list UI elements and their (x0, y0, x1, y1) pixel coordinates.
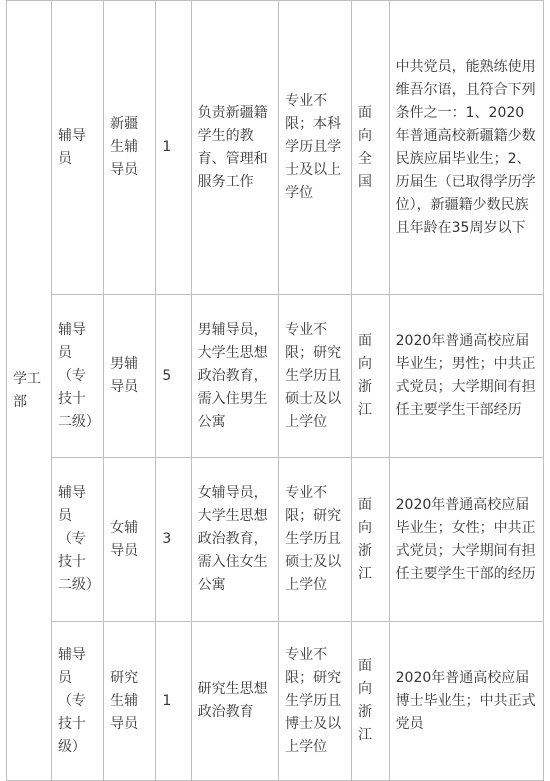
position-cell: 辅导员（专技十级） (51, 622, 103, 781)
post-name-cell: 男辅导员 (104, 295, 156, 458)
duty-cell: 女辅导员，大学生思想政治教育，需入住女生公寓 (191, 458, 278, 622)
post-name-cell: 新疆生辅导员 (104, 1, 156, 295)
scope-cell: 面向全国 (351, 1, 389, 295)
scope-cell: 面向浙江 (351, 458, 389, 622)
table-row (7, 458, 544, 622)
conditions-cell: 2020年普通高校应届博士毕业生；中共正式党员 (389, 622, 543, 781)
headcount-cell: 1 (156, 622, 191, 781)
position-cell: 辅导员 (51, 1, 103, 295)
duty-cell: 男辅导员，大学生思想政治教育，需入住男生公寓 (191, 295, 278, 458)
table-row (7, 295, 544, 458)
department-cell: 学工部 (7, 1, 52, 781)
education-cell: 专业不限；研究生学历且硕士及以上学位 (279, 458, 352, 622)
conditions-cell: 中共党员，能熟练使用维吾尔语，且符合下列条件之一：1、2020年普通高校新疆籍少数民族应届毕业生；2、历届生（已取得学历学位），新疆籍少数民族且年龄在35周岁以下 (389, 1, 543, 295)
headcount-cell: 5 (156, 295, 191, 458)
post-name-cell: 女辅导员 (104, 458, 156, 622)
headcount-cell: 1 (156, 1, 191, 295)
duty-cell: 负责新疆籍学生的教育、管理和服务工作 (191, 1, 278, 295)
table-row (7, 1, 544, 295)
position-cell: 辅导员（专技十二级） (51, 458, 103, 622)
education-cell: 专业不限；本科学历且学士及以上学位 (279, 1, 352, 295)
scope-cell: 面向浙江 (351, 622, 389, 781)
scope-cell: 面向浙江 (351, 295, 389, 458)
post-name-cell: 研究生辅导员 (104, 622, 156, 781)
headcount-cell: 3 (156, 458, 191, 622)
recruitment-table (6, 0, 544, 781)
position-cell: 辅导员（专技十二级） (51, 295, 103, 458)
conditions-cell: 2020年普通高校应届毕业生；男性；中共正式党员；大学期间有担任主要学生干部经历 (389, 295, 543, 458)
conditions-cell: 2020年普通高校应届毕业生；女性；中共正式党员；大学期间有担任主要学生干部的经历 (389, 458, 543, 622)
education-cell: 专业不限；研究生学历且博士及以上学位 (279, 622, 352, 781)
education-cell: 专业不限；研究生学历且硕士及以上学位 (279, 295, 352, 458)
table-row (7, 622, 544, 781)
duty-cell: 研究生思想政治教育 (191, 622, 278, 781)
